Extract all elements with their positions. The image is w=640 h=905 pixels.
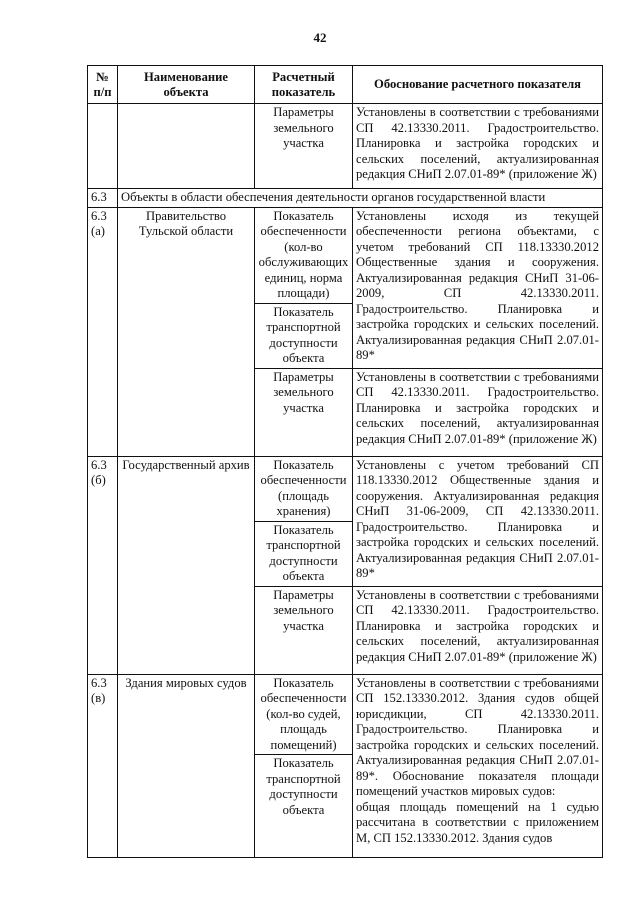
cell-indicator: Показатель транспортной доступности объекта — [255, 521, 353, 586]
justification-paragraph: общая площадь помещений на 1 судью рассчитана в соответствии с приложением М, СП 152.13330.2012. Здания судов — [356, 799, 599, 845]
section-row — [88, 189, 603, 208]
cell-justification: Установлены с учетом требований СП 118.13330.2012 Общественные здания и сооружения. Актуализированная редакция СНиП 31-06-2009, СП 42.13330.2011. Градостроительство. Планировка и застройка городских и сельских поселений. Актуализированная редакция СНиП 2.07.01-89* — [353, 456, 603, 586]
row-name: Государственный архив — [118, 456, 255, 674]
justification-paragraph: Установлены в соответствии с требованиями СП 152.13330.2012. Здания судов общей юрисдикции, СП 42.13330.2011. Градостроительство. Планировка и застройка городских и сельских поселений. Актуализированная редакция СНиП 2.07.01-89*. Обоснование показателя площади помещений участков мировых судов: — [356, 675, 599, 798]
cell-name — [118, 104, 255, 189]
header-justification: Обоснование расчетного показателя — [353, 66, 603, 104]
cell-indicator: Параметры земельного участка — [255, 368, 353, 456]
justification-table — [87, 65, 603, 858]
cell-indicator: Параметры земельного участка — [255, 104, 353, 189]
row-num: 6.3 (в) — [88, 674, 118, 858]
row-name: Здания мировых судов — [118, 674, 255, 858]
header-name: Наименование объекта — [118, 66, 255, 104]
cell-indicator: Показатель обеспеченности (кол-во обслуживающих единиц, норма площади) — [255, 207, 353, 303]
cell-justification — [353, 674, 603, 858]
section-num: 6.3 — [88, 189, 118, 208]
cell-indicator: Параметры земельного участка — [255, 586, 353, 674]
header-row — [88, 66, 603, 104]
cell-justification: Установлены в соответствии с требованиями СП 42.13330.2011. Градостроительство. Планировка и застройка городских и сельских поселений, актуализированная редакция СНиП 2.07.01-89* (приложение Ж) — [353, 104, 603, 189]
cell-indicator: Показатель обеспеченности (площадь хранения) — [255, 456, 353, 521]
row-num: 6.3 (б) — [88, 456, 118, 674]
cell-num — [88, 104, 118, 189]
cell-justification: Установлены исходя из текущей обеспеченности региона объектами, с учетом требований СП 118.13330.2012 Общественные здания и сооружения. Актуализированная редакция СНиП 31-06-2009, СП 42.13330.2011. Градостроительство. Планировка и застройка городских и сельских поселений. Актуализированная редакция СНиП 2.07.01-89* — [353, 207, 603, 368]
cell-indicator: Показатель обеспеченности (кол-во судей, площадь помещений) — [255, 674, 353, 755]
section-title: Объекты в области обеспечения деятельности органов государственной власти — [118, 189, 603, 208]
table-row — [88, 207, 603, 303]
cell-justification: Установлены в соответствии с требованиями СП 42.13330.2011. Градостроительство. Планировка и застройка городских и сельских поселений, актуализированная редакция СНиП 2.07.01-89* (приложение Ж) — [353, 368, 603, 456]
table-row — [88, 674, 603, 755]
cell-indicator: Показатель транспортной доступности объекта — [255, 303, 353, 368]
cell-indicator: Показатель транспортной доступности объекта — [255, 755, 353, 858]
table-row — [88, 104, 603, 189]
table-row — [88, 456, 603, 521]
cell-justification: Установлены в соответствии с требованиями СП 42.13330.2011. Градостроительство. Планировка и застройка городских и сельских поселений, актуализированная редакция СНиП 2.07.01-89* (приложение Ж) — [353, 586, 603, 674]
header-num: № п/п — [88, 66, 118, 104]
row-num: 6.3 (а) — [88, 207, 118, 456]
header-indicator: Расчетный показатель — [255, 66, 353, 104]
page-number: 42 — [313, 30, 327, 45]
row-name: Правительство Тульской области — [118, 207, 255, 456]
